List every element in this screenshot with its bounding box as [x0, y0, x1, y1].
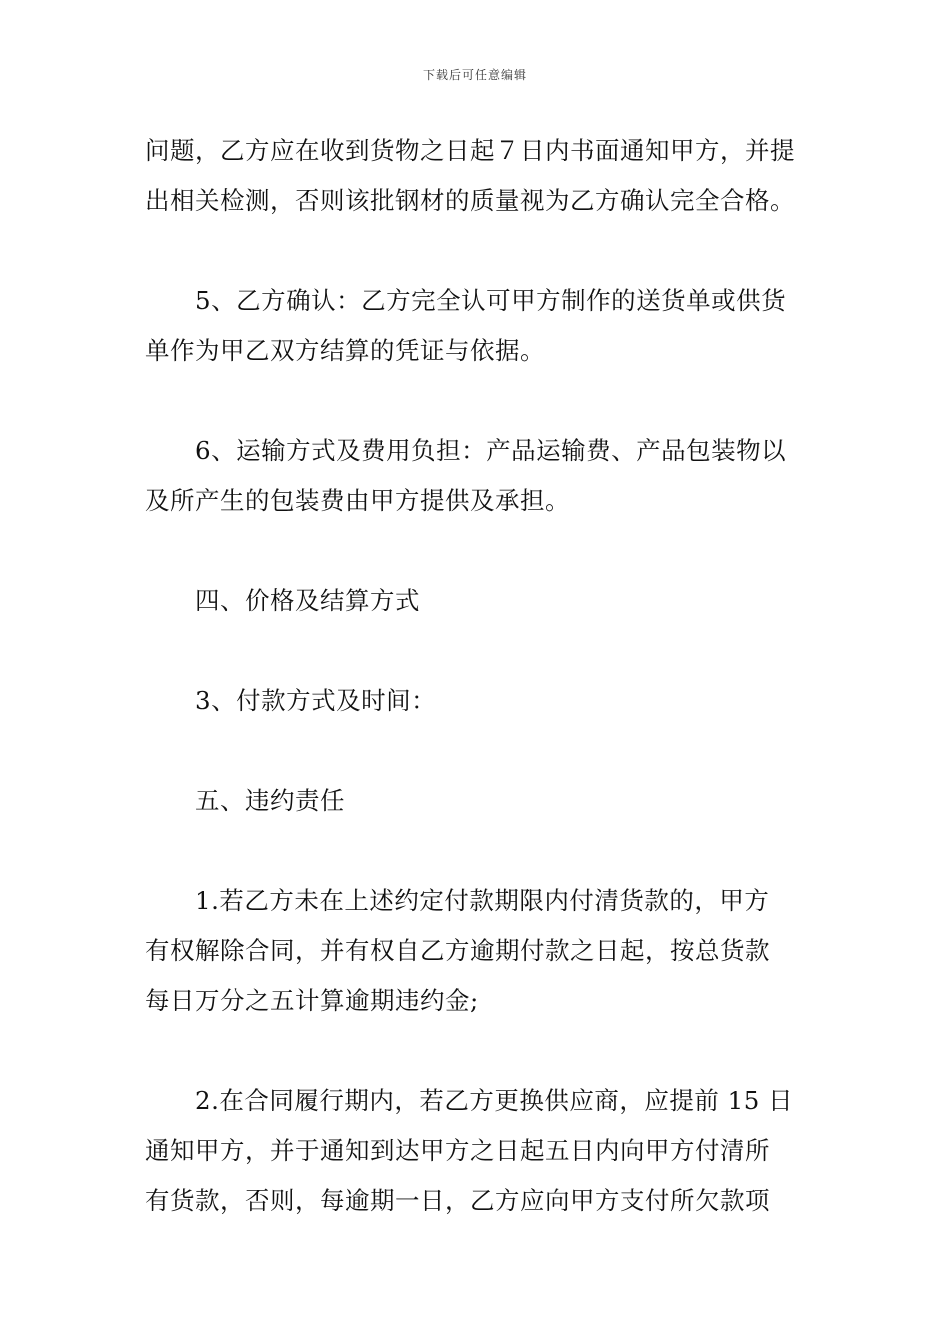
- paragraph-breach-2: [145, 1076, 807, 1226]
- paragraph-clause-6: [145, 426, 807, 526]
- text-line: 问题，乙方应在收到货物之日起７日内书面通知甲方，并提: [145, 136, 795, 165]
- text-line: 2.在合同履行期内，若乙方更换供应商，应提前 15 日: [195, 1086, 794, 1115]
- text-line: 5、乙方确认：乙方完全认可甲方制作的送货单或供货: [195, 286, 787, 315]
- text-line: 1.若乙方未在上述约定付款期限内付清货款的，甲方: [195, 886, 770, 915]
- paragraph-clause-5: [145, 276, 807, 376]
- text-line: 出相关检测，否则该批钢材的质量视为乙方确认完全合格。: [145, 186, 795, 215]
- section-heading-price-settlement: [145, 576, 807, 626]
- text-line: 通知甲方，并于通知到达甲方之日起五日内向甲方付清所: [145, 1136, 770, 1165]
- text-line: 每日万分之五计算逾期违约金;: [145, 986, 479, 1015]
- text-line: 6、运输方式及费用负担：产品运输费、产品包装物以: [195, 436, 787, 465]
- text-line: 单作为甲乙双方结算的凭证与依据。: [145, 336, 545, 365]
- text-line: 有权解除合同，并有权自乙方逾期付款之日起，按总货款: [145, 936, 770, 965]
- page-header: 下载后可任意编辑: [422, 68, 527, 82]
- text-line: 有货款，否则，每逾期一日，乙方应向甲方支付所欠款项: [145, 1186, 770, 1215]
- text-line: 及所产生的包装费由甲方提供及承担。: [145, 486, 570, 515]
- paragraph-payment-method: [145, 676, 807, 726]
- text-line: 3、付款方式及时间：: [195, 686, 437, 715]
- paragraph-breach-1: [145, 876, 807, 1026]
- text-line: 五、违约责任: [195, 786, 345, 815]
- document-body: [145, 126, 807, 1276]
- text-line: 四、价格及结算方式: [195, 586, 420, 615]
- paragraph-quality-inspection: [145, 126, 807, 226]
- section-heading-breach-liability: [145, 776, 807, 826]
